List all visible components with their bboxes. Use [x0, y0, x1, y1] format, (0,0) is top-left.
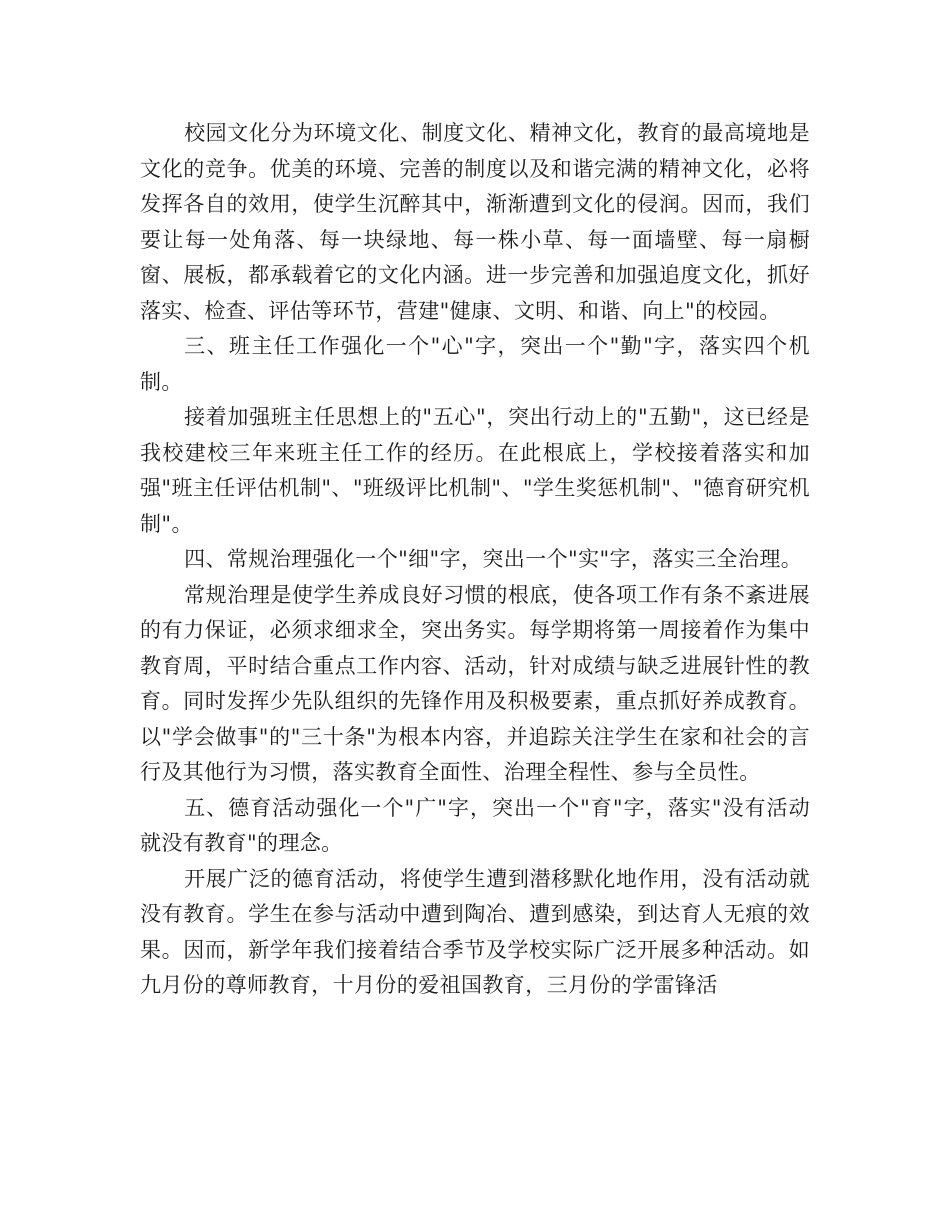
- heading-section-3: 三、班主任工作强化一个"心"字，突出一个"勤"字，落实四个机制。: [140, 334, 810, 394]
- heading-section-4: 四、常规治理强化一个"细"字，突出一个"实"字，落实三全治理。: [184, 547, 803, 571]
- paragraph-routine-management: 常规治理是使学生养成良好习惯的根底，使各项工作有条不紊进展的有力保证，必须求细求全，突出务实。每学期将第一周接着作为集中教育周，平时结合重点工作内容、活动，针对成绩与缺乏进展针性的教育。同时发挥少先队组织的先锋作用及积极要素，重点抓好养成教育。以"学会做事"的"三十条"为根本内容，并追踪关注学生在家和社会的言行及其他行为习惯，落实教育全面性、治理全程性、参与全员性。: [140, 582, 810, 784]
- heading-section-5: 五、德育活动强化一个"广"字，突出一个"育"字，落实"没有活动就没有教育"的理念。: [140, 795, 810, 855]
- paragraph-campus-culture: 校园文化分为环境文化、制度文化、精神文化，教育的最高境地是文化的竞争。优美的环境、完善的制度以及和谐完满的精神文化，必将发挥各自的效用，使学生沉醉其中，渐渐遭到文化的侵润。因而，我们要让每一处角落、每一块绿地、每一株小草、每一面墙壁、每一扇橱窗、展板，都承载着它的文化内涵。进一步完善和加强追度文化，抓好落实、检查、评估等环节，营建"健康、文明、和谐、向上"的校园。: [140, 121, 810, 323]
- paragraph-head-teacher: 接着加强班主任思想上的"五心"，突出行动上的"五勤"，这已经是我校建校三年来班主任工作的经历。在此根底上，学校接着落实和加强"班主任评估机制"、"班级评比机制"、"学生奖惩机制"、"德育研究机制"。: [140, 405, 810, 536]
- document-page: [140, 116, 810, 1004]
- paragraph-moral-activities: 开展广泛的德育活动，将使学生遭到潜移默化地作用，没有活动就没有教育。学生在参与活动中遭到陶冶、遭到感染，到达育人无痕的效果。因而，新学年我们接着结合季节及学校实际广泛开展多种活动。如九月份的尊师教育，十月份的爱祖国教育，三月份的学雷锋活: [140, 866, 810, 997]
